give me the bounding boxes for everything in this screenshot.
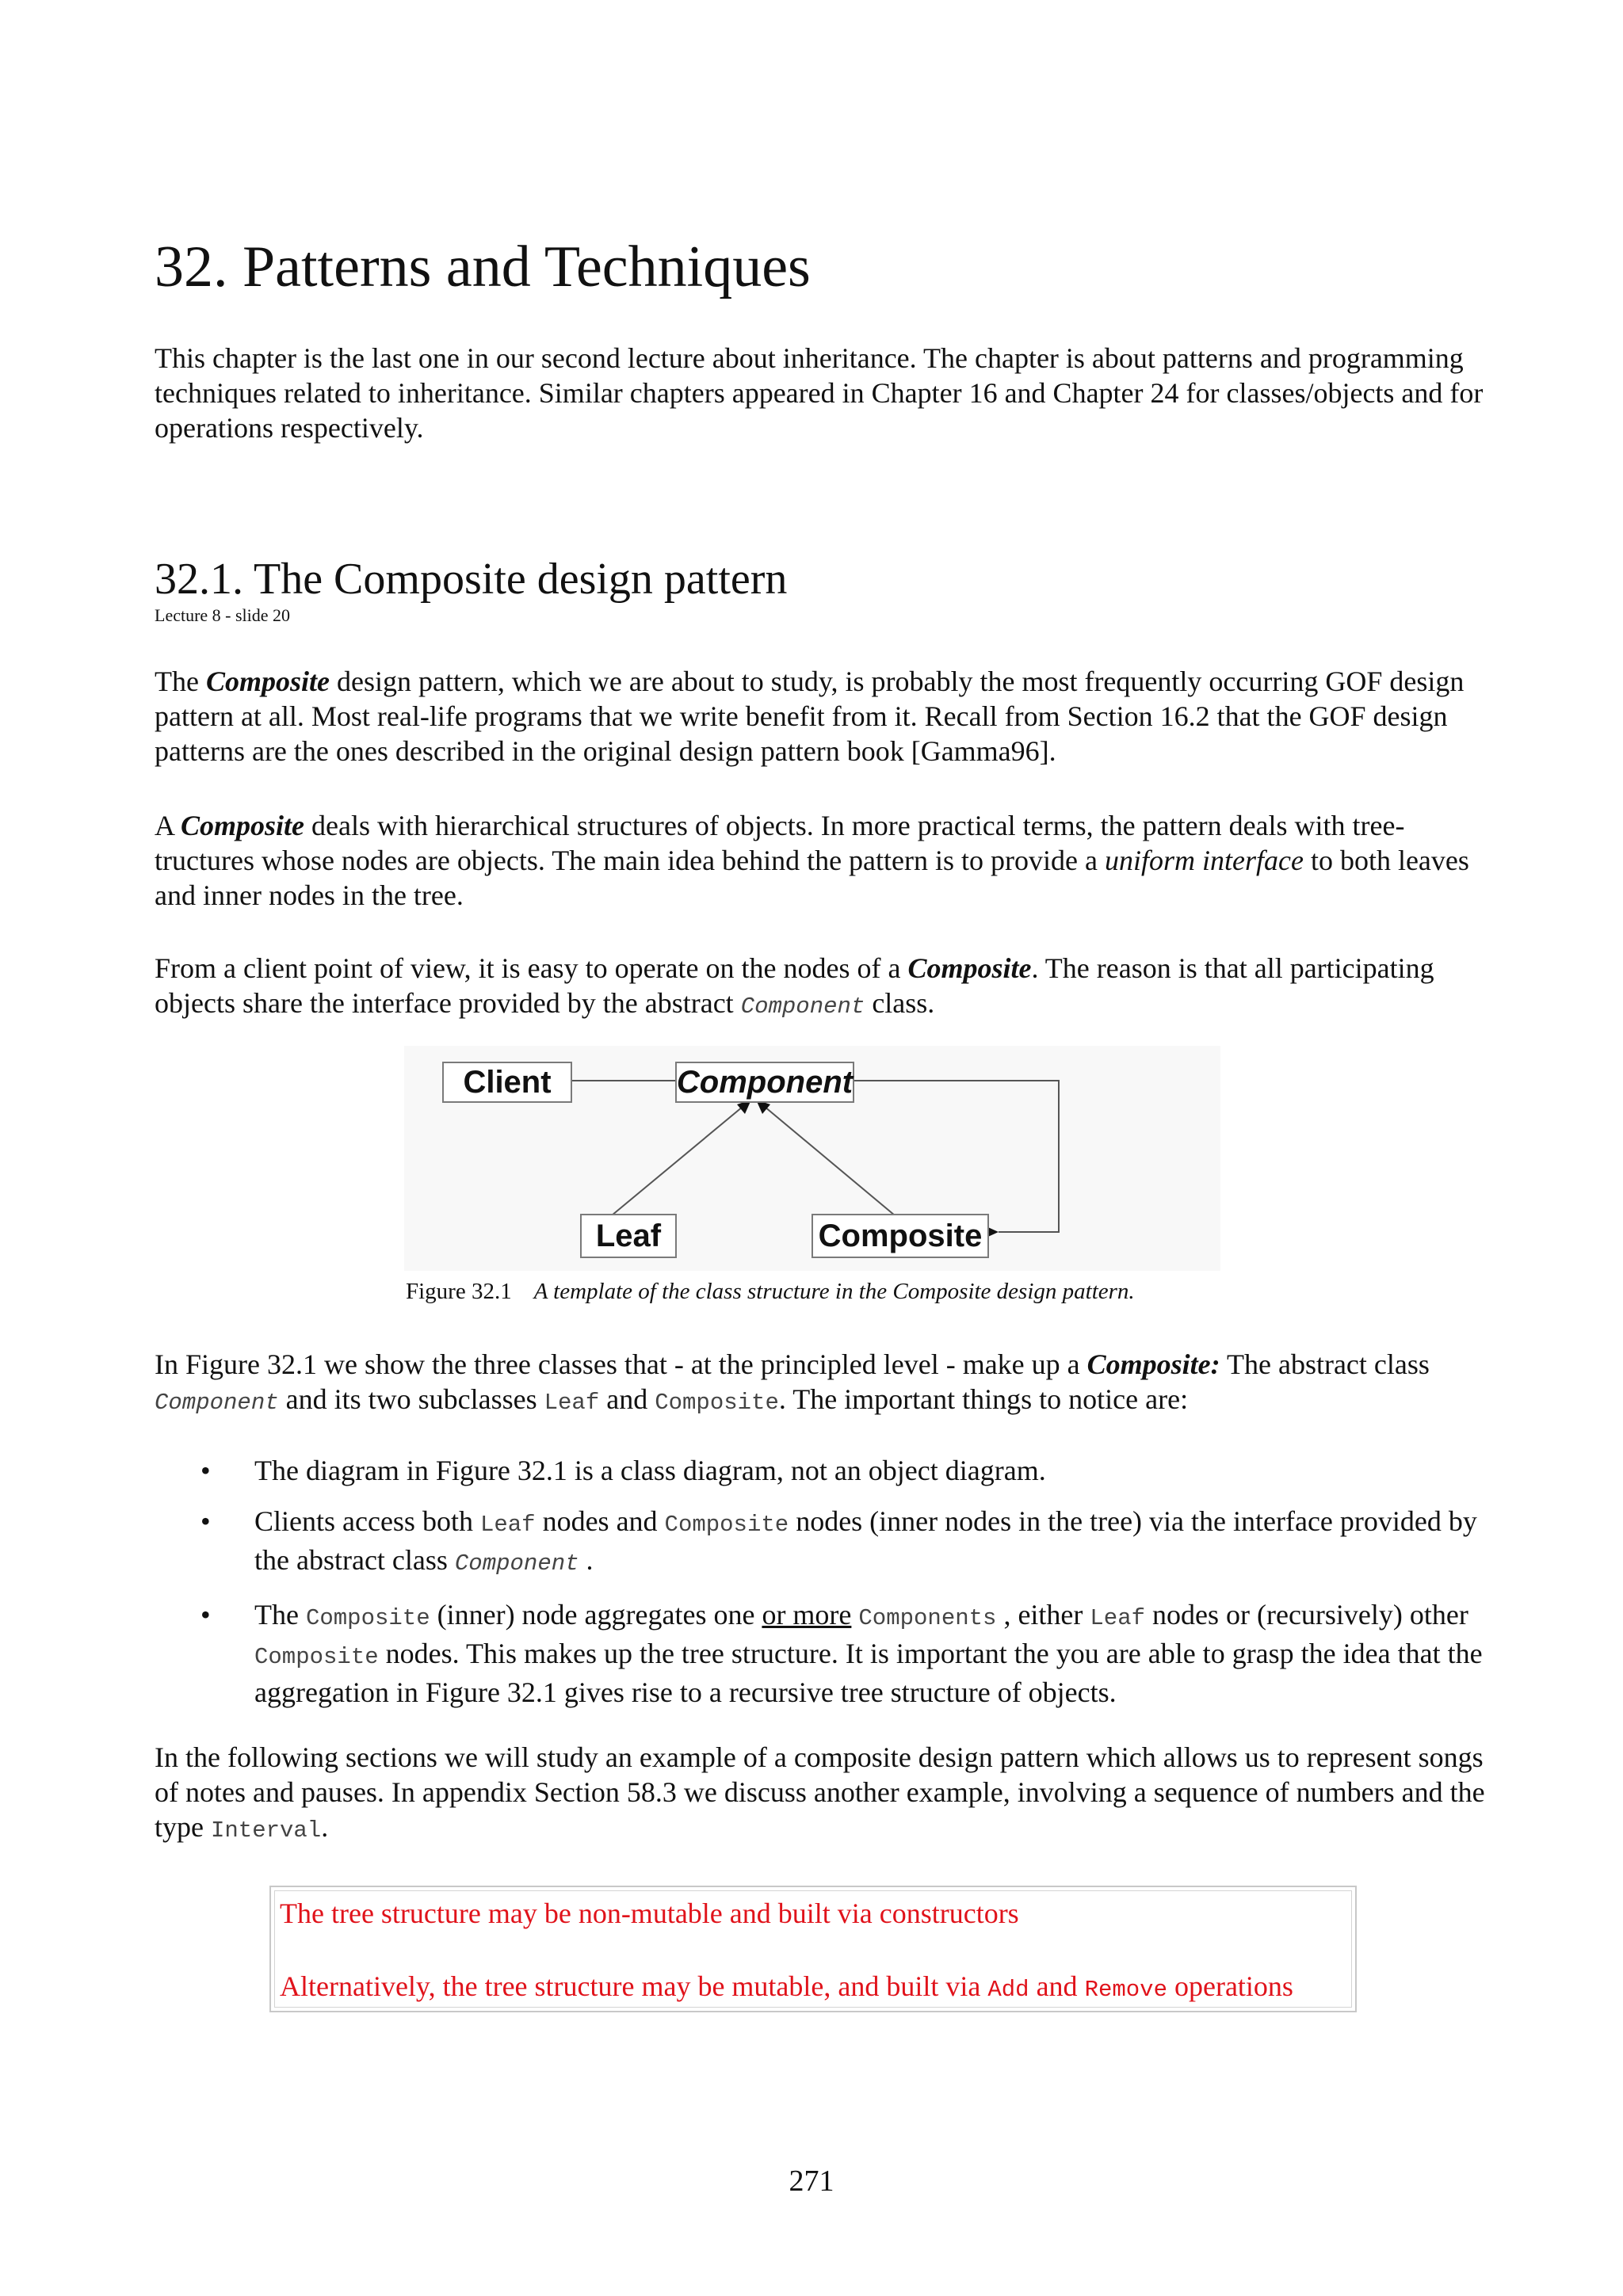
section-title: 32.1. The Composite design pattern: [155, 555, 788, 604]
code-component: Component: [454, 1550, 579, 1577]
composite-inheritance-line: [765, 1107, 895, 1215]
uml-class-diagram: [404, 1046, 1220, 1271]
code-composite: Composite: [254, 1644, 379, 1670]
chapter-intro: This chapter is the last one in our second lecture about inheritance. The chapter is about patterns and programming techniques related to inheritance. Similar chapters appeared in Chapter 16 and Chapter 24 for classes/objects and for operations respectively.: [155, 342, 1484, 444]
list-item: • The diagram in Figure 32.1 is a class diagram, not an object diagram.: [200, 1453, 1484, 1488]
figure-caption: [406, 1277, 1135, 1306]
bullet-list: [200, 1453, 1484, 1726]
code-add: Add: [987, 1977, 1029, 2003]
code-component: Component: [155, 1390, 279, 1416]
code-composite: Composite: [305, 1605, 430, 1631]
composite-term: Composite: [205, 666, 330, 697]
paragraph-client-view: From a client point of view, it is easy to operate on the nodes of a Composite. The reason is that all participating objects share the interface provided by the abstract Component class.: [155, 952, 1434, 1020]
lecture-reference: Lecture 8 - slide 20: [155, 605, 291, 625]
paragraph-three-classes: In Figure 32.1 we show the three classes that - at the principled level - make up a Composite: The abstract class Component and its two subclasses Leaf and Composite. The important things to notice are:: [155, 1348, 1430, 1416]
paragraph-following-sections: In the following sections we will study an example of a composite design pattern which allows us to represent songs of notes and pauses. In appendix Section 58.3 we discuss another example, involving a sequence of numbers and the type Interval.: [155, 1741, 1485, 1844]
page-number: 271: [789, 2164, 834, 2198]
chapter-title: 32. Patterns and Techniques: [155, 235, 811, 299]
paragraph-composite-intro: The Composite design pattern, which we are about to study, is probably the most frequently occurring GOF design pattern at all. Most real-life programs that we write benefit from it. Recall from Section 16.2 that the GOF design patterns are the ones described in the original design pattern book [Gamma96].: [155, 666, 1465, 767]
or-more-underlined: or more: [762, 1599, 852, 1630]
aggregation-line: [854, 1081, 1059, 1232]
composite-term: Composite: [181, 810, 305, 841]
code-component: Component: [740, 994, 865, 1020]
code-leaf: Leaf: [479, 1512, 536, 1538]
list-item: • Clients access both Leaf nodes and Composite nodes (inner nodes in the tree) via the interface provided by the abstract class Component .: [200, 1504, 1484, 1581]
code-leaf: Leaf: [544, 1390, 600, 1416]
composite-term: Composite: [907, 952, 1032, 984]
list-item: • The Composite (inner) node aggregates one or more Components , either Leaf nodes or (recursively) other Composite nodes. This makes up the tree structure. It is important the you are able to grasp the idea that the aggregation in Figure 32.1 gives rise to a recursive tree structure of objects.: [200, 1597, 1484, 1710]
callout-box: [269, 1886, 1357, 2012]
paragraph-hierarchical: A Composite deals with hierarchical structures of objects. In more practical terms, the pattern deals with tree-tructures whose nodes are objects. The main idea behind the pattern is to provide a uniform interface to both leaves and inner nodes in the tree.: [155, 810, 1469, 911]
composite-term: Composite:: [1086, 1348, 1220, 1380]
uml-client-box: Client: [442, 1062, 572, 1103]
uniform-interface-term: uniform interface: [1104, 845, 1304, 876]
callout-line-2: Alternatively, the tree structure may be mutable, and built via Add and Remove operations: [280, 1970, 1293, 2003]
figure-caption-text: A template of the class structure in the Composite design pattern.: [533, 1279, 1135, 1304]
code-remove: Remove: [1084, 1977, 1167, 2003]
code-composite: Composite: [655, 1390, 779, 1416]
code-components: Components: [858, 1605, 997, 1631]
code-leaf: Leaf: [1090, 1605, 1146, 1631]
code-composite: Composite: [664, 1512, 789, 1538]
uml-composite-box: Composite: [812, 1214, 989, 1258]
uml-component-box: Component: [675, 1062, 854, 1103]
figure-number: Figure 32.1: [406, 1279, 512, 1304]
callout-line-1: The tree structure may be non-mutable and built via constructors: [280, 1897, 1019, 1929]
code-interval: Interval: [210, 1817, 322, 1844]
leaf-inheritance-line: [612, 1107, 743, 1215]
uml-leaf-box: Leaf: [580, 1214, 677, 1258]
